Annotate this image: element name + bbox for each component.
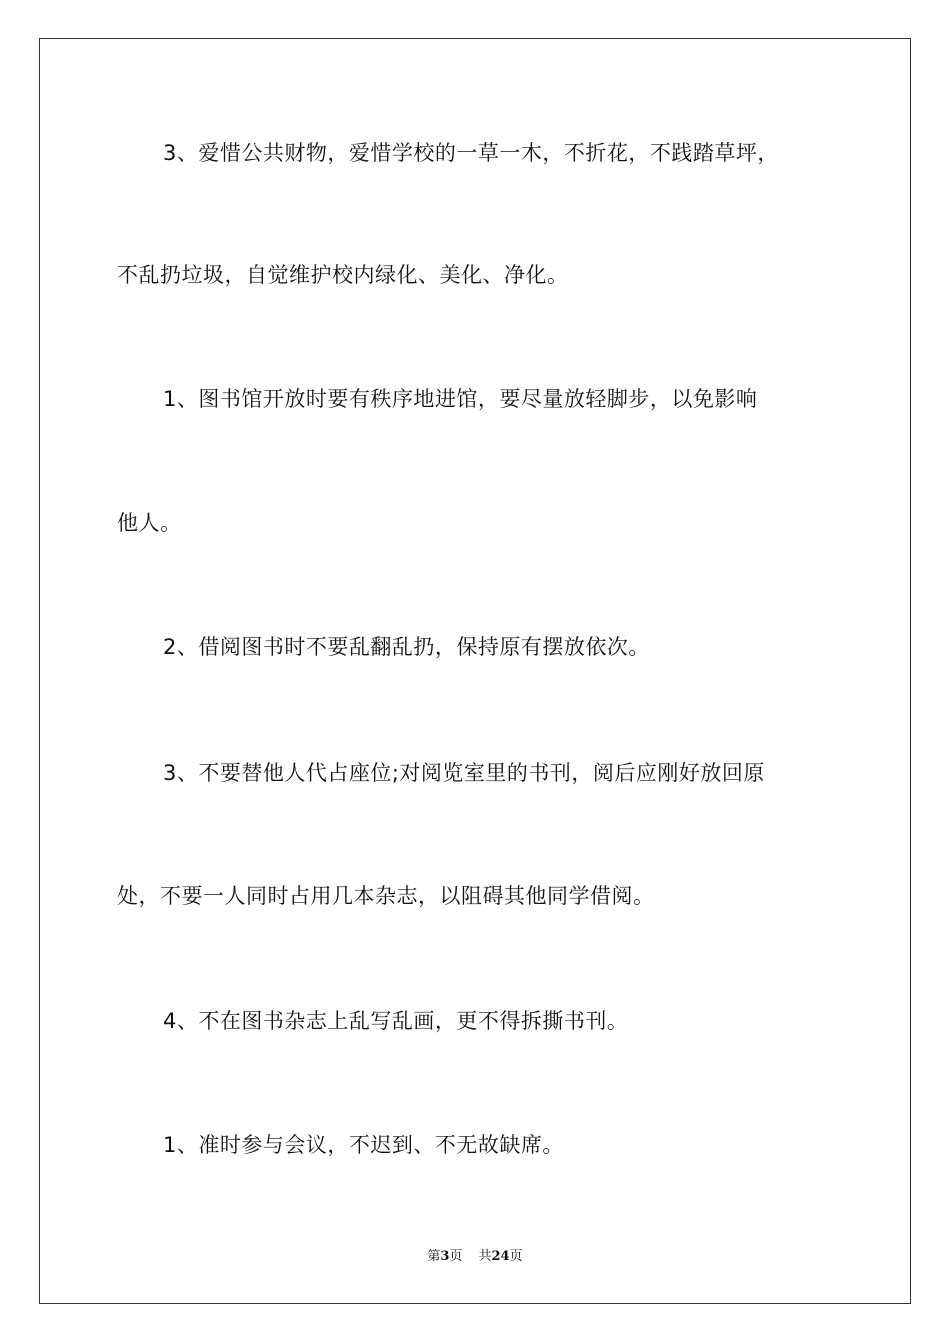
paragraph-line-4: 他人。 bbox=[117, 511, 182, 535]
footer-page-prefix: 第 bbox=[427, 1249, 441, 1264]
paragraph-line-1: 3、爱惜公共财物，爱惜学校的一草一木，不折花，不践踏草坪， bbox=[163, 141, 779, 165]
paragraph-line-2: 不乱扔垃圾，自觉维护校内绿化、美化、净化。 bbox=[117, 263, 569, 287]
paragraph-line-5: 2、借阅图书时不要乱翻乱扔，保持原有摆放依次。 bbox=[163, 635, 650, 659]
footer-total-pages: 24 bbox=[491, 1249, 510, 1264]
page-footer bbox=[0, 1248, 950, 1266]
footer-page-number: 3 bbox=[440, 1249, 450, 1264]
paragraph-line-9: 1、准时参与会议，不迟到、不无故缺席。 bbox=[163, 1133, 564, 1157]
footer-total-prefix: 共 bbox=[478, 1249, 492, 1264]
paragraph-line-7: 处，不要一人同时占用几本杂志，以阻碍其他同学借阅。 bbox=[117, 884, 655, 908]
paragraph-line-8: 4、不在图书杂志上乱写乱画，更不得拆撕书刊。 bbox=[163, 1009, 629, 1033]
page-border bbox=[39, 38, 911, 1304]
paragraph-line-6: 3、不要替他人代占座位;对阅览室里的书刊，阅后应刚好放回原 bbox=[163, 761, 765, 785]
paragraph-line-3: 1、图书馆开放时要有秩序地进馆，要尽量放轻脚步，以免影响 bbox=[163, 387, 758, 411]
footer-page-suffix: 页 bbox=[449, 1249, 463, 1264]
footer-total-suffix: 页 bbox=[509, 1249, 523, 1264]
